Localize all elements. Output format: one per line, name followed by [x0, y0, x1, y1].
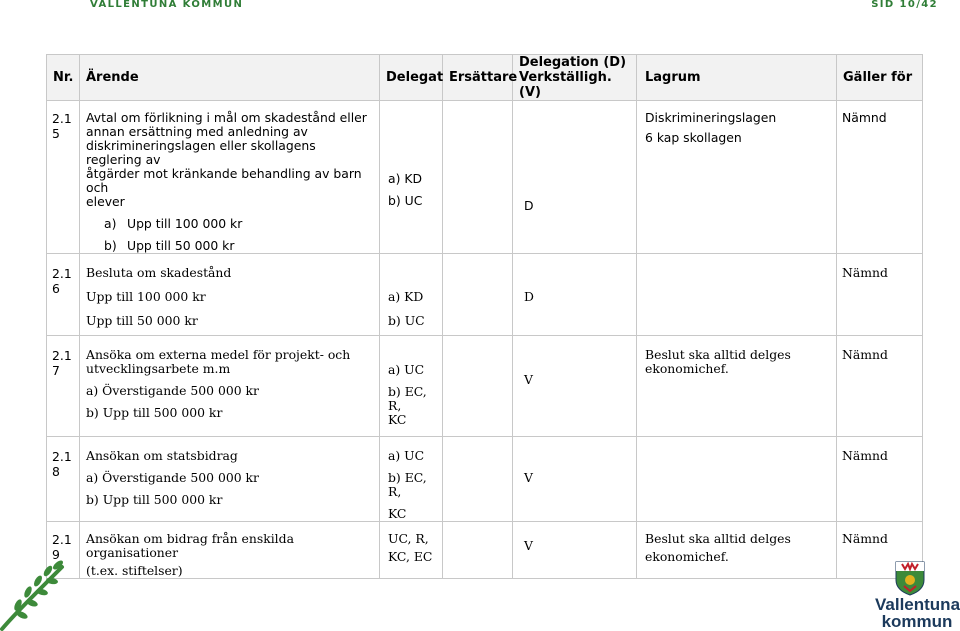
lagrum-cell: Beslut ska alltid delges ekonomichef.	[637, 522, 837, 579]
ersattare-cell	[443, 254, 513, 336]
delegation-cell: V	[513, 336, 637, 437]
ersattare-cell	[443, 101, 513, 254]
delegation-table	[46, 54, 923, 579]
page-number: SID 10/42	[871, 0, 938, 10]
row-number: 2.1 8	[47, 437, 80, 522]
galler-cell: Nämnd	[837, 254, 923, 336]
delegation-cell: V	[513, 522, 637, 579]
lagrum-cell	[637, 254, 837, 336]
table-header-row	[47, 55, 923, 101]
column-header-delegat: Delegat	[380, 55, 443, 101]
table-row	[47, 336, 923, 437]
column-header-arende: Ärende	[80, 55, 380, 101]
galler-cell: Nämnd	[837, 522, 923, 579]
column-header-lagrum: Lagrum	[637, 55, 837, 101]
galler-cell: Nämnd	[837, 336, 923, 437]
arende-cell: Ansökan om statsbidrag a) Överstigande 500 000 kr b) Upp till 500 000 kr	[80, 437, 380, 522]
municipality-logo: Vallentuna kommun	[875, 595, 960, 631]
organization-name: VALLENTUNA KOMMUN	[90, 0, 244, 10]
ersattare-cell	[443, 437, 513, 522]
delegation-cell: D	[513, 254, 637, 336]
galler-cell: Nämnd	[837, 437, 923, 522]
arende-item-b: b) Upp till 50 000 kr	[104, 238, 235, 253]
arende-cell: Besluta om skadestånd Upp till 100 000 kr Upp till 50 000 kr	[80, 254, 380, 336]
row-number: 2.1 9	[47, 522, 80, 579]
ersattare-cell	[443, 522, 513, 579]
delegat-cell: a) KD b) UC	[380, 254, 443, 336]
arende-cell: Avtal om förlikning i mål om skadestånd eller annan ersättning med anledning av diskrimineringslagen eller skollagens reglering av åtgärder mot kränkande behandling av barn och elever a) Upp till 100 000 kr b) Upp till 50 000 kr	[80, 101, 380, 254]
galler-cell: Nämnd	[837, 101, 923, 254]
delegation-header-line2: Verkställigh. (V)	[519, 70, 612, 100]
delegation-cell: V	[513, 437, 637, 522]
table-row	[47, 522, 923, 579]
column-header-delegation	[513, 55, 637, 101]
delegation-header-line1: Delegation (D)	[519, 55, 627, 70]
arende-cell: Ansöka om externa medel för projekt- och utvecklingsarbete m.m a) Överstigande 500 000 kr b) Upp till 500 000 kr	[80, 336, 380, 437]
lagrum-cell: Diskrimineringslagen 6 kap skollagen	[637, 101, 837, 254]
arende-item-a: a) Upp till 100 000 kr	[104, 216, 243, 231]
table-row	[47, 254, 923, 336]
delegat-cell: a) KD b) UC	[380, 101, 443, 254]
lagrum-cell	[637, 437, 837, 522]
ersattare-cell	[443, 336, 513, 437]
coat-of-arms-icon	[886, 560, 934, 596]
column-header-ersattare: Ersättare	[443, 55, 513, 101]
column-header-galler: Gäller för	[837, 55, 923, 101]
lagrum-cell: Beslut ska alltid delges ekonomichef.	[637, 336, 837, 437]
arende-cell: Ansökan om bidrag från enskilda organisationer (t.ex. stiftelser)	[80, 522, 380, 579]
delegat-cell: UC, R, KC, EC	[380, 522, 443, 579]
row-number: 2.1 7	[47, 336, 80, 437]
table-row	[47, 437, 923, 522]
delegat-cell: a) UC b) EC, R, KC	[380, 437, 443, 522]
delegation-cell: D	[513, 101, 637, 254]
row-number: 2.1 6	[47, 254, 80, 336]
row-number: 2.1 5	[47, 101, 80, 254]
delegat-cell: a) UC b) EC, R, KC	[380, 336, 443, 437]
leaf-branch-icon	[0, 555, 80, 631]
table-row	[47, 101, 923, 254]
column-header-nr: Nr.	[47, 55, 80, 101]
